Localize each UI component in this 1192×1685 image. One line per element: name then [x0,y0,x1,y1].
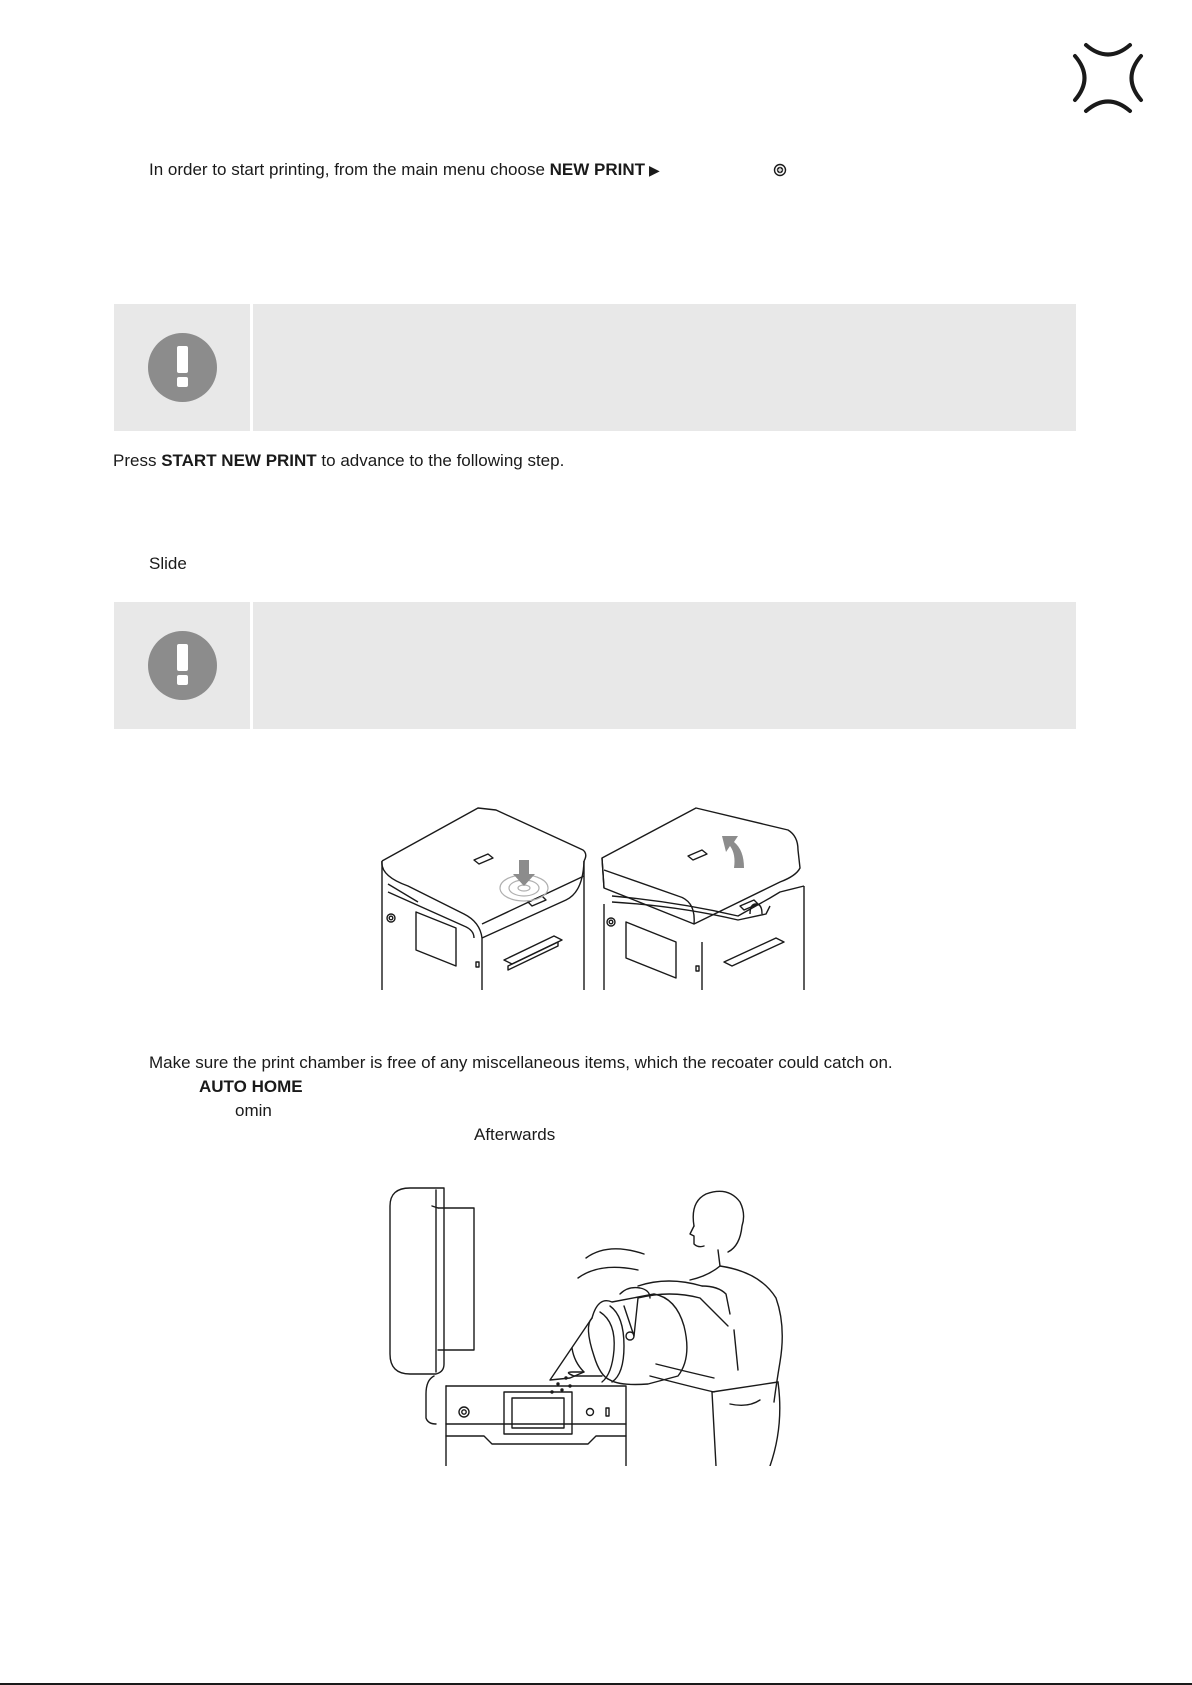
note-icon-cell [114,304,253,431]
exclamation-icon [148,631,217,700]
brand-logo-icon [1072,42,1144,114]
intro-text [149,160,660,180]
slide-text: Slide [149,554,187,573]
auto-home-bold: AUTO HOME [199,1077,303,1096]
note-box-2 [114,602,1076,729]
afterwards-text: Afterwards [474,1125,556,1144]
press-text-before: Press [113,451,162,470]
omin-text: omin [235,1101,272,1120]
note-icon-cell [114,602,253,729]
intro-text-before: In order to start printing, from the main menu choose [149,160,550,179]
start-new-print-label: START NEW PRINT [161,451,317,470]
triangle-right-icon: ▶ [649,162,660,178]
auto-home-label [199,1077,303,1097]
refill-powder-illustration [388,1186,798,1466]
exclamation-icon [148,333,217,402]
new-print-label: NEW PRINT [549,160,646,179]
press-text-after: to advance to the following step. [316,451,565,470]
printer-lid-illustration [378,806,808,996]
make-sure-text: Make sure the print chamber is free of any miscellaneous items, which the recoater could catch on. [149,1053,893,1072]
press-instruction [113,451,564,471]
note-box-1 [114,304,1076,431]
plus-circle-icon [773,163,787,177]
